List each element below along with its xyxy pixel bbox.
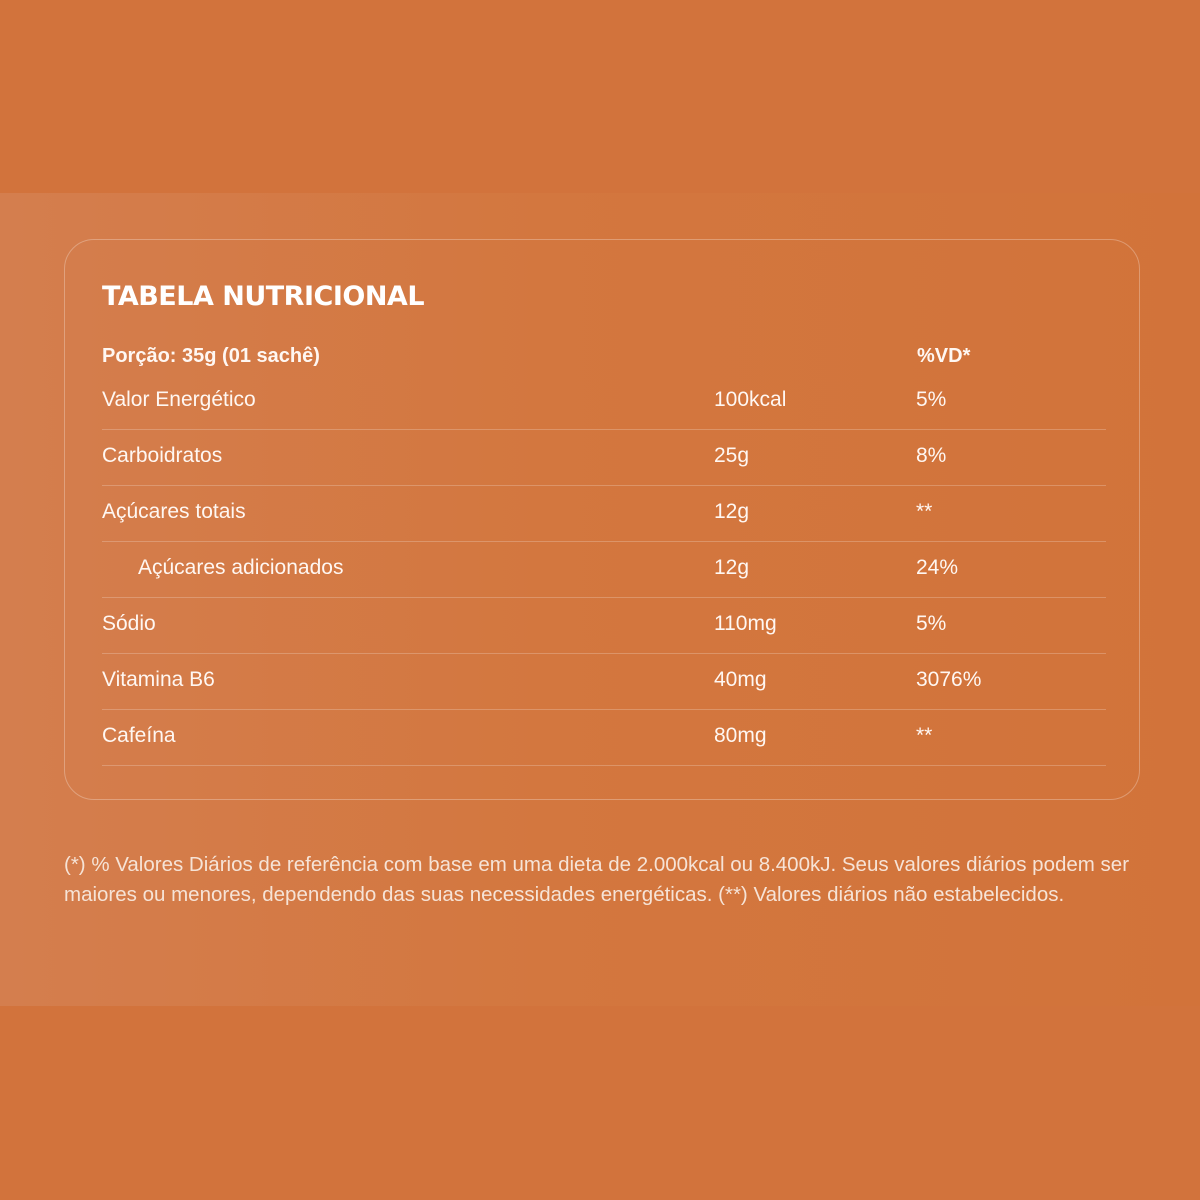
daily-values-footnote: (*) % Valores Diários de referência com base em uma dieta de 2.000kcal ou 8.400kJ. Seus valores diários podem ser maiores ou menores, dependendo das suas necessidades energéticas. (**) Valores diários não estabelecidos. (64, 853, 1130, 906)
nutrient-daily-value: 24% (916, 556, 959, 579)
nutrient-amount: 110mg (714, 612, 777, 635)
nutrient-name: Açúcares adicionados (138, 556, 344, 579)
nutrient-daily-value: ** (916, 500, 933, 523)
nutrient-name: Carboidratos (102, 444, 223, 467)
nutrient-amount: 25g (714, 444, 750, 467)
nutrition-table-title: TABELA NUTRICIONAL (102, 281, 425, 312)
nutrient-row-total-sugars (102, 486, 1106, 542)
nutrient-amount: 100kcal (714, 388, 787, 411)
nutrient-daily-value: 5% (916, 612, 947, 635)
nutrient-row-carbohydrates (102, 430, 1106, 486)
nutrition-rows (102, 374, 1106, 766)
nutrient-amount: 80mg (714, 724, 767, 747)
nutrient-row-vitamin-b6 (102, 654, 1106, 710)
nutrient-amount: 40mg (714, 668, 767, 691)
daily-value-header: %VD* (917, 345, 971, 367)
table-header-row (102, 343, 1106, 373)
nutrient-name: Cafeína (102, 724, 176, 747)
nutrient-row-energy (102, 374, 1106, 430)
nutrient-daily-value: ** (916, 724, 933, 747)
nutrient-daily-value: 3076% (916, 668, 982, 691)
nutrient-row-added-sugars (102, 542, 1106, 598)
nutrient-daily-value: 5% (916, 388, 947, 411)
nutrient-row-sodium (102, 598, 1106, 654)
nutrient-name: Valor Energético (102, 388, 256, 411)
nutrient-name: Açúcares totais (102, 500, 246, 523)
nutrient-amount: 12g (714, 500, 750, 523)
nutrient-daily-value: 8% (916, 444, 947, 467)
nutrient-name: Sódio (102, 612, 156, 635)
portion-label: Porção: 35g (01 sachê) (102, 345, 320, 367)
nutrient-amount: 12g (714, 556, 750, 579)
nutrient-name: Vitamina B6 (102, 668, 215, 691)
nutrient-row-caffeine (102, 710, 1106, 766)
